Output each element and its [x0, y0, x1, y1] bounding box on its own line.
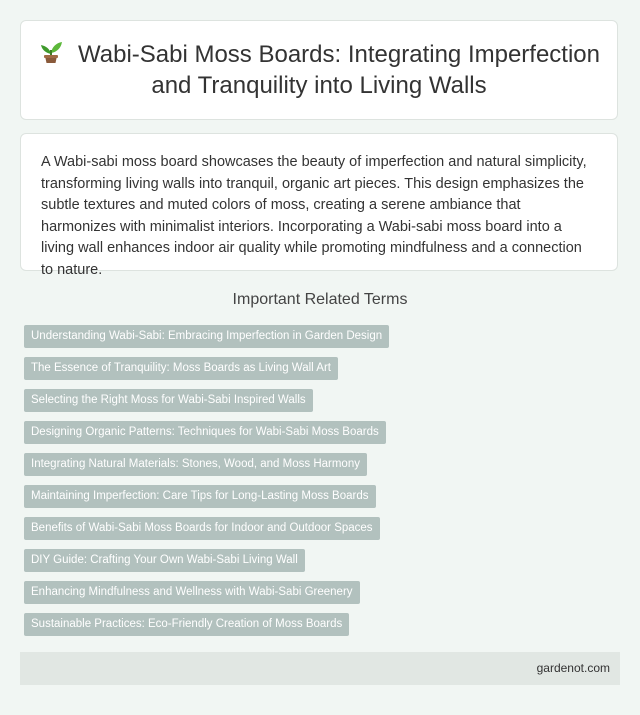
page-title — [21, 39, 617, 101]
related-term-link[interactable]: DIY Guide: Crafting Your Own Wabi-Sabi Living Wall — [24, 549, 305, 572]
related-terms-list — [24, 325, 616, 645]
title-card — [20, 20, 618, 120]
related-term-link[interactable]: Maintaining Imperfection: Care Tips for Long-Lasting Moss Boards — [24, 485, 376, 508]
related-term-link[interactable]: Designing Organic Patterns: Techniques for Wabi-Sabi Moss Boards — [24, 421, 386, 444]
related-term-link[interactable]: Benefits of Wabi-Sabi Moss Boards for Indoor and Outdoor Spaces — [24, 517, 380, 540]
related-term-link[interactable]: Selecting the Right Moss for Wabi-Sabi Inspired Walls — [24, 389, 313, 412]
related-term-link[interactable]: Enhancing Mindfulness and Wellness with Wabi-Sabi Greenery — [24, 581, 360, 604]
intro-card — [20, 133, 618, 278]
related-term-link[interactable]: The Essence of Tranquility: Moss Boards as Living Wall Art — [24, 357, 338, 380]
sprout-icon — [38, 40, 64, 64]
related-term-link[interactable]: Understanding Wabi-Sabi: Embracing Imperfection in Garden Design — [24, 325, 389, 348]
footer-site-link[interactable]: gardenot.com — [536, 661, 610, 675]
footer-bar — [20, 652, 620, 685]
related-term-link[interactable]: Integrating Natural Materials: Stones, Wood, and Moss Harmony — [24, 453, 367, 476]
intro-paragraph: A Wabi-sabi moss board showcases the beauty of imperfection and natural simplicity, transforming living walls into tranquil, organic art pieces. This design emphasizes the subtle textures and muted colors of moss, creating a serene ambiance that harmonizes with minimalist interiors. Incorporating a Wabi-sabi moss board into a living wall enhances indoor air quality while promoting mindfulness and a connection to nature. — [41, 154, 587, 278]
related-terms-heading: Important Related Terms — [232, 291, 408, 308]
page-title-text: Wabi-Sabi Moss Boards: Integrating Imperfection and Tranquility into Living Walls — [77, 41, 600, 99]
related-term-link[interactable]: Sustainable Practices: Eco-Friendly Creation of Moss Boards — [24, 613, 349, 636]
